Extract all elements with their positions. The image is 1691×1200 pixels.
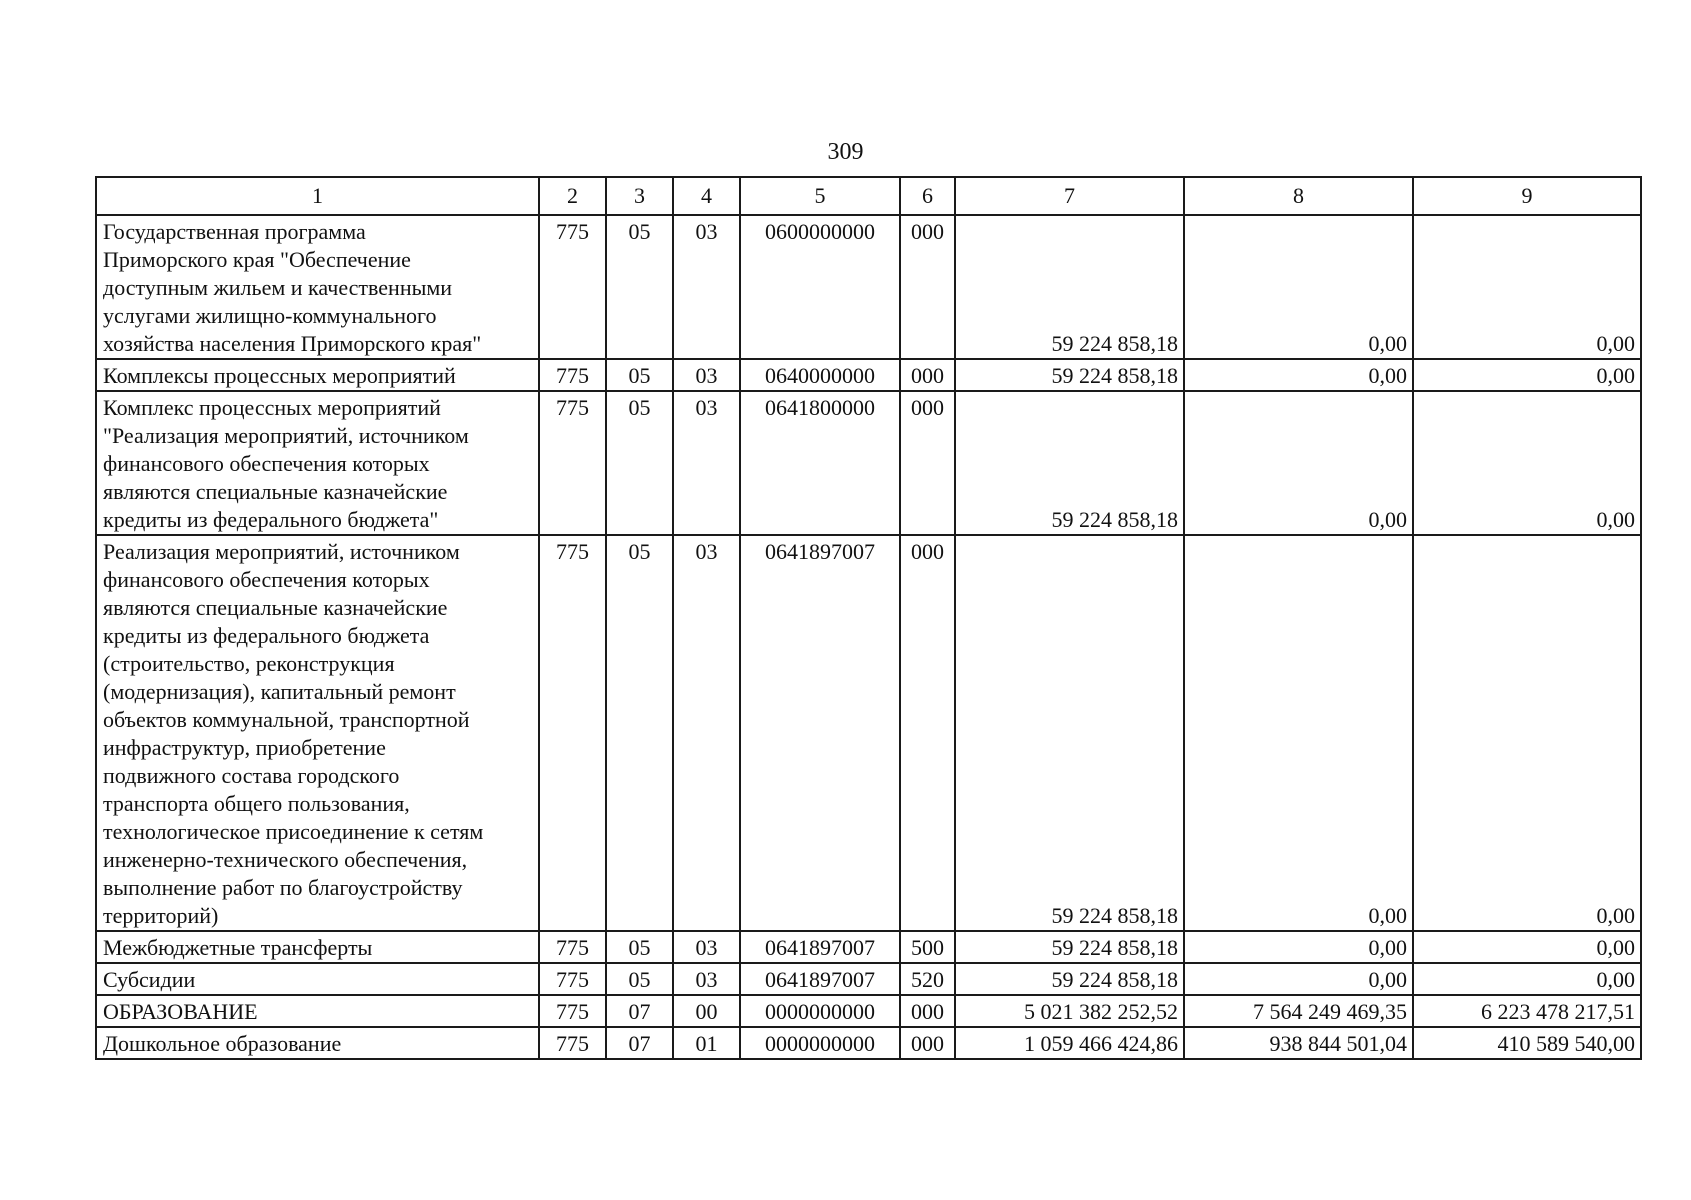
target-article-code: 0641897007 bbox=[740, 963, 900, 995]
admin-code: 775 bbox=[539, 391, 606, 535]
expense-type-code: 000 bbox=[900, 359, 955, 391]
amount-col-8: 0,00 bbox=[1184, 535, 1413, 931]
row-name: ОБРАЗОВАНИЕ bbox=[96, 995, 539, 1027]
row-name: Государственная программа Приморского края "Обеспечение доступным жильем и качественными услугами жилищно-коммунального хозяйства населения Приморского края" bbox=[96, 215, 539, 359]
table-row bbox=[96, 391, 1641, 535]
table-row bbox=[96, 963, 1641, 995]
target-article-code: 0640000000 bbox=[740, 359, 900, 391]
section-code: 05 bbox=[606, 215, 673, 359]
amount-col-8: 0,00 bbox=[1184, 215, 1413, 359]
section-code: 07 bbox=[606, 995, 673, 1027]
admin-code: 775 bbox=[539, 963, 606, 995]
target-article-code: 0641897007 bbox=[740, 931, 900, 963]
amount-col-8: 938 844 501,04 bbox=[1184, 1027, 1413, 1059]
expense-type-code: 500 bbox=[900, 931, 955, 963]
column-number-5: 5 bbox=[740, 177, 900, 215]
admin-code: 775 bbox=[539, 995, 606, 1027]
subsection-code: 03 bbox=[673, 931, 740, 963]
section-code: 05 bbox=[606, 931, 673, 963]
expense-type-code: 520 bbox=[900, 963, 955, 995]
row-name: Дошкольное образование bbox=[96, 1027, 539, 1059]
table-body bbox=[96, 215, 1641, 1059]
subsection-code: 03 bbox=[673, 215, 740, 359]
subsection-code: 00 bbox=[673, 995, 740, 1027]
row-name: Реализация мероприятий, источником финансового обеспечения которых являются специальные казначейские кредиты из федерального бюджета (строительство, реконструкция (модернизация), капитальный ремонт объектов коммунальной, транспортной инфраструктур, приобретение подвижного состава городского транспорта общего пользования, технологическое присоединение к сетям инженерно-технического обеспечения, выполнение работ по благоустройству территорий) bbox=[96, 535, 539, 931]
subsection-code: 03 bbox=[673, 391, 740, 535]
column-number-1: 1 bbox=[96, 177, 539, 215]
row-name: Межбюджетные трансферты bbox=[96, 931, 539, 963]
expense-type-code: 000 bbox=[900, 535, 955, 931]
table-row bbox=[96, 215, 1641, 359]
amount-col-9: 0,00 bbox=[1413, 391, 1641, 535]
amount-col-9: 0,00 bbox=[1413, 535, 1641, 931]
table-row bbox=[96, 931, 1641, 963]
table-row bbox=[96, 995, 1641, 1027]
row-name: Комплексы процессных мероприятий bbox=[96, 359, 539, 391]
admin-code: 775 bbox=[539, 215, 606, 359]
column-number-4: 4 bbox=[673, 177, 740, 215]
section-code: 07 bbox=[606, 1027, 673, 1059]
amount-col-9: 0,00 bbox=[1413, 215, 1641, 359]
row-name: Субсидии bbox=[96, 963, 539, 995]
subsection-code: 01 bbox=[673, 1027, 740, 1059]
amount-col-8: 0,00 bbox=[1184, 391, 1413, 535]
amount-col-9: 0,00 bbox=[1413, 963, 1641, 995]
expense-type-code: 000 bbox=[900, 215, 955, 359]
section-code: 05 bbox=[606, 391, 673, 535]
amount-col-9: 6 223 478 217,51 bbox=[1413, 995, 1641, 1027]
amount-col-7: 5 021 382 252,52 bbox=[955, 995, 1184, 1027]
amount-col-8: 0,00 bbox=[1184, 963, 1413, 995]
table-row bbox=[96, 1027, 1641, 1059]
column-number-9: 9 bbox=[1413, 177, 1641, 215]
section-code: 05 bbox=[606, 359, 673, 391]
amount-col-9: 410 589 540,00 bbox=[1413, 1027, 1641, 1059]
amount-col-9: 0,00 bbox=[1413, 359, 1641, 391]
table-row bbox=[96, 359, 1641, 391]
admin-code: 775 bbox=[539, 1027, 606, 1059]
amount-col-9: 0,00 bbox=[1413, 931, 1641, 963]
amount-col-8: 7 564 249 469,35 bbox=[1184, 995, 1413, 1027]
column-number-8: 8 bbox=[1184, 177, 1413, 215]
amount-col-8: 0,00 bbox=[1184, 359, 1413, 391]
subsection-code: 03 bbox=[673, 963, 740, 995]
expense-type-code: 000 bbox=[900, 1027, 955, 1059]
column-number-2: 2 bbox=[539, 177, 606, 215]
admin-code: 775 bbox=[539, 931, 606, 963]
amount-col-7: 59 224 858,18 bbox=[955, 535, 1184, 931]
amount-col-7: 1 059 466 424,86 bbox=[955, 1027, 1184, 1059]
subsection-code: 03 bbox=[673, 359, 740, 391]
section-code: 05 bbox=[606, 535, 673, 931]
expense-type-code: 000 bbox=[900, 995, 955, 1027]
column-number-6: 6 bbox=[900, 177, 955, 215]
amount-col-8: 0,00 bbox=[1184, 931, 1413, 963]
amount-col-7: 59 224 858,18 bbox=[955, 391, 1184, 535]
amount-col-7: 59 224 858,18 bbox=[955, 931, 1184, 963]
column-number-3: 3 bbox=[606, 177, 673, 215]
table-row bbox=[96, 535, 1641, 931]
target-article-code: 0000000000 bbox=[740, 995, 900, 1027]
subsection-code: 03 bbox=[673, 535, 740, 931]
amount-col-7: 59 224 858,18 bbox=[955, 963, 1184, 995]
target-article-code: 0000000000 bbox=[740, 1027, 900, 1059]
target-article-code: 0641897007 bbox=[740, 535, 900, 931]
budget-table bbox=[95, 176, 1642, 1060]
header-row bbox=[96, 177, 1641, 215]
amount-col-7: 59 224 858,18 bbox=[955, 215, 1184, 359]
admin-code: 775 bbox=[539, 535, 606, 931]
target-article-code: 0641800000 bbox=[740, 391, 900, 535]
table-header bbox=[96, 177, 1641, 215]
target-article-code: 0600000000 bbox=[740, 215, 900, 359]
page-number: 309 bbox=[827, 139, 864, 165]
row-name: Комплекс процессных мероприятий "Реализация мероприятий, источником финансового обеспечения которых являются специальные казначейские кредиты из федерального бюджета" bbox=[96, 391, 539, 535]
amount-col-7: 59 224 858,18 bbox=[955, 359, 1184, 391]
column-number-7: 7 bbox=[955, 177, 1184, 215]
expense-type-code: 000 bbox=[900, 391, 955, 535]
section-code: 05 bbox=[606, 963, 673, 995]
admin-code: 775 bbox=[539, 359, 606, 391]
